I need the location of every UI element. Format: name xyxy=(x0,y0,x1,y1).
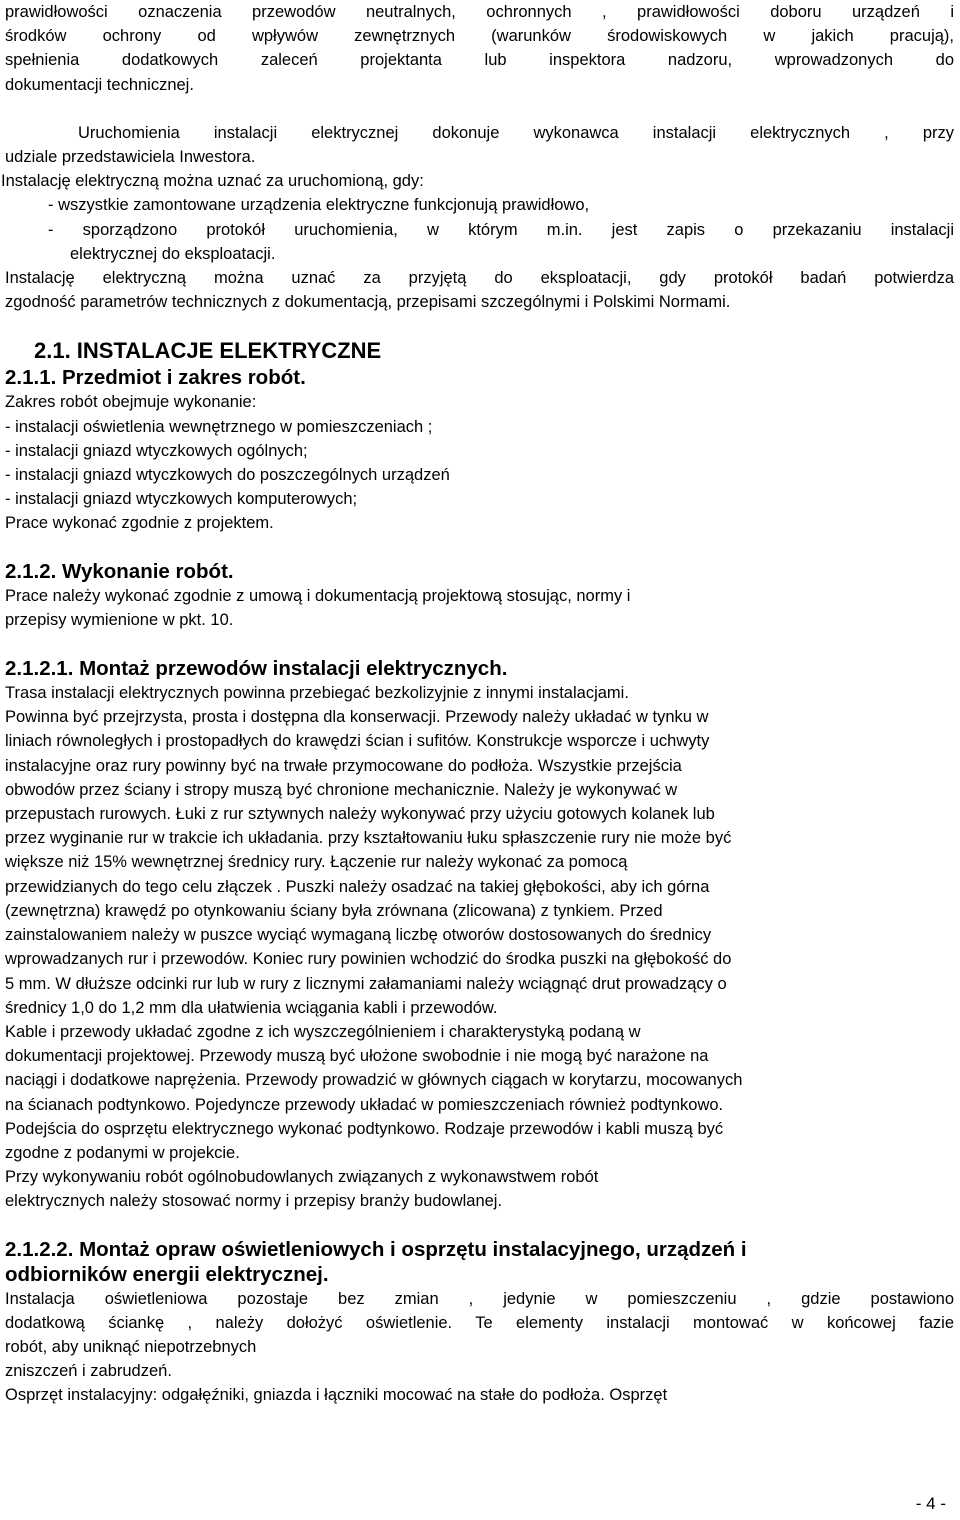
section-heading-2-1: 2.1. INSTALACJE ELEKTRYCZNE xyxy=(34,338,382,364)
text-line: dodatkową ściankę , należy dołożyć oświetlenie. Te elementy instalacji montować w końcowej fazie xyxy=(5,1313,954,1332)
text-line: Osprzęt instalacyjny: odgałęźniki, gniazda i łączniki mocować na stałe do podłoża. Osprzęt xyxy=(5,1386,668,1405)
text-line: (zewnętrzna) krawędź po otynkowaniu ściany była zrównana (zlicowana) z tynkiem. Przed xyxy=(5,901,663,920)
text-line: przepisy wymienione w pkt. 10. xyxy=(5,610,234,629)
paragraph-startup xyxy=(5,121,954,169)
list-item-continuation: elektrycznej do eksploatacji. xyxy=(70,244,276,263)
text-line: instalacyjne oraz rury powinny być na trwałe przymocowane do podłoża. Wszystkie przejścia xyxy=(5,756,682,775)
cable-installation-text xyxy=(5,681,954,1213)
text-line: naciągi i dodatkowe naprężenia. Przewody prowadzić w głównych ciągach w korytarzu, mocowanych xyxy=(5,1071,743,1090)
text-line: Instalację elektryczną można uznać za przyjętą do eksploatacji, gdy protokół badań potwierdza xyxy=(5,269,954,288)
text-line: spełnienia dodatkowych zaleceń projektanta lub inspektora nadzoru, wprowadzonych do xyxy=(5,51,954,70)
text-line: zgodne z podanymi w projekcie. xyxy=(5,1143,240,1162)
text-line: Prace należy wykonać zgodnie z umową i dokumentacją projektową stosując, normy i xyxy=(5,586,631,605)
list-item: - instalacji gniazd wtyczkowych ogólnych; xyxy=(5,441,308,460)
text-line: Podejścia do osprzętu elektrycznego wykonać podtynkowo. Rodzaje przewodów i kabli muszą być xyxy=(5,1119,724,1138)
scope-of-works xyxy=(5,390,954,535)
fixtures-installation-text xyxy=(5,1287,954,1408)
paragraph-acceptance xyxy=(5,266,954,314)
text-line: Przy wykonywaniu robót ogólnobudowlanych związanych z wykonawstwem robót xyxy=(5,1168,599,1187)
text-line: Kable i przewody układać zgodne z ich wyszczególnieniem i charakterystyką podaną w xyxy=(5,1022,641,1041)
text-line: elektrycznych należy stosować normy i przepisy branży budowlanej. xyxy=(5,1192,503,1211)
text-line: zainstalowaniem należy w puszce wyciąć wymaganą liczbę otworów dostosowanych do średnicy xyxy=(5,926,712,945)
text-line: Uruchomienia instalacji elektrycznej dokonuje wykonawca instalacji elektrycznych , przy xyxy=(78,123,954,142)
text-line: udziale przedstawiciela Inwestora. xyxy=(5,148,256,167)
section-heading-2-1-1: 2.1.1. Przedmiot i zakres robót. xyxy=(5,366,306,390)
section-heading-2-1-2: 2.1.2. Wykonanie robót. xyxy=(5,559,234,583)
text-line: obwodów przez ściany i stropy muszą być chronione mechanicznie. Należy je wykonywać w xyxy=(5,780,678,799)
list-item: - instalacji gniazd wtyczkowych komputerowych; xyxy=(5,490,358,509)
text-line: Instalacja oświetleniowa pozostaje bez zmian , jedynie w pomieszczeniu , gdzie postawiono xyxy=(5,1289,954,1308)
text-line: przez wyginanie rur w trakcie ich układania. przy kształtowaniu łuku spłaszczenie rury nie może być xyxy=(5,829,732,848)
list-item: - sporządzono protokół uruchomienia, w którym m.in. jest zapis o przekazaniu instalacji xyxy=(48,220,954,239)
text-line: przepustach rurowych. Łuki z rur sztywnych należy wykonywać przy użyciu gotowych kolanek lub xyxy=(5,805,715,824)
text-line: środków ochrony od wpływów zewnętrznych (warunków środowiskowych w jakich pracują), xyxy=(5,27,954,46)
list-item: - instalacji oświetlenia wewnętrznego w pomieszczeniach ; xyxy=(5,417,433,436)
text-line: przewidzianych do tego celu złączek . Puszki należy osadzać na takiej głębokości, aby ich górna xyxy=(5,877,710,896)
text-line: zniszczeń i zabrudzeń. xyxy=(5,1362,172,1381)
list-item: - wszystkie zamontowane urządzenia elektryczne funkcjonują prawidłowo, xyxy=(48,196,590,215)
paragraph-verification xyxy=(5,0,954,97)
text-line: średnicy 1,0 do 1,2 mm dla ułatwienia wciągania kabli i przewodów. xyxy=(5,998,498,1017)
text-line: Powinna być przejrzysta, prosta i dostępna dla konserwacji. Przewody należy układać w tynku w xyxy=(5,708,709,727)
text-line: 5 mm. W dłuższe odcinki rur lub w rury z licznymi załamaniami należy wciągnąć drut prowadzący o xyxy=(5,974,727,993)
works-execution xyxy=(5,584,954,632)
section-heading-2-1-2-2 xyxy=(5,1237,954,1287)
text-line: robót, aby uniknąć niepotrzebnych xyxy=(5,1337,257,1356)
text-line: liniach równoległych i prostopadłych do krawędzi ścian i sufitów. Konstrukcje wsporcze i uchwyty xyxy=(5,732,710,751)
text-line: Prace wykonać zgodnie z projektem. xyxy=(5,514,274,533)
page-number: - 4 - xyxy=(915,1494,946,1513)
heading-line: odbiorników energii elektrycznej. xyxy=(5,1262,329,1286)
text-line: dokumentacji technicznej. xyxy=(5,75,194,94)
list-item: - instalacji gniazd wtyczkowych do poszczególnych urządzeń xyxy=(5,466,450,485)
text-line: na ścianach podtynkowo. Pojedyncze przewody układać w pomieszczeniach również podtynkowo. xyxy=(5,1095,724,1114)
text-line: dokumentacji projektowej. Przewody muszą być ułożone swobodnie i nie mogą być narażone na xyxy=(5,1047,709,1066)
text-line: Instalację elektryczną można uznać za uruchomioną, gdy: xyxy=(1,172,424,191)
text-line: Zakres robót obejmuje wykonanie: xyxy=(5,393,257,412)
section-heading-2-1-2-1: 2.1.2.1. Montaż przewodów instalacji elektrycznych. xyxy=(5,657,508,681)
paragraph-startup-conditions xyxy=(1,169,954,266)
text-line: zgodność parametrów technicznych z dokumentacją, przepisami szczególnymi i Polskimi Normami. xyxy=(5,293,731,312)
text-line: większe niż 15% wewnętrznej średnicy rury. Łączenie rur należy wykonać za pomocą xyxy=(5,853,628,872)
text-line: wprowadzanych rur i przewodów. Koniec rury powinien wchodzić do środka puszki na głębokość do xyxy=(5,950,732,969)
heading-line: 2.1.2.2. Montaż opraw oświetleniowych i osprzętu instalacyjnego, urządzeń i xyxy=(5,1237,747,1261)
text-line: Trasa instalacji elektrycznych powinna przebiegać bezkolizyjnie z innymi instalacjami. xyxy=(5,684,629,703)
text-line: prawidłowości oznaczenia przewodów neutralnych, ochronnych , prawidłowości doboru urządzeń i xyxy=(5,3,954,21)
